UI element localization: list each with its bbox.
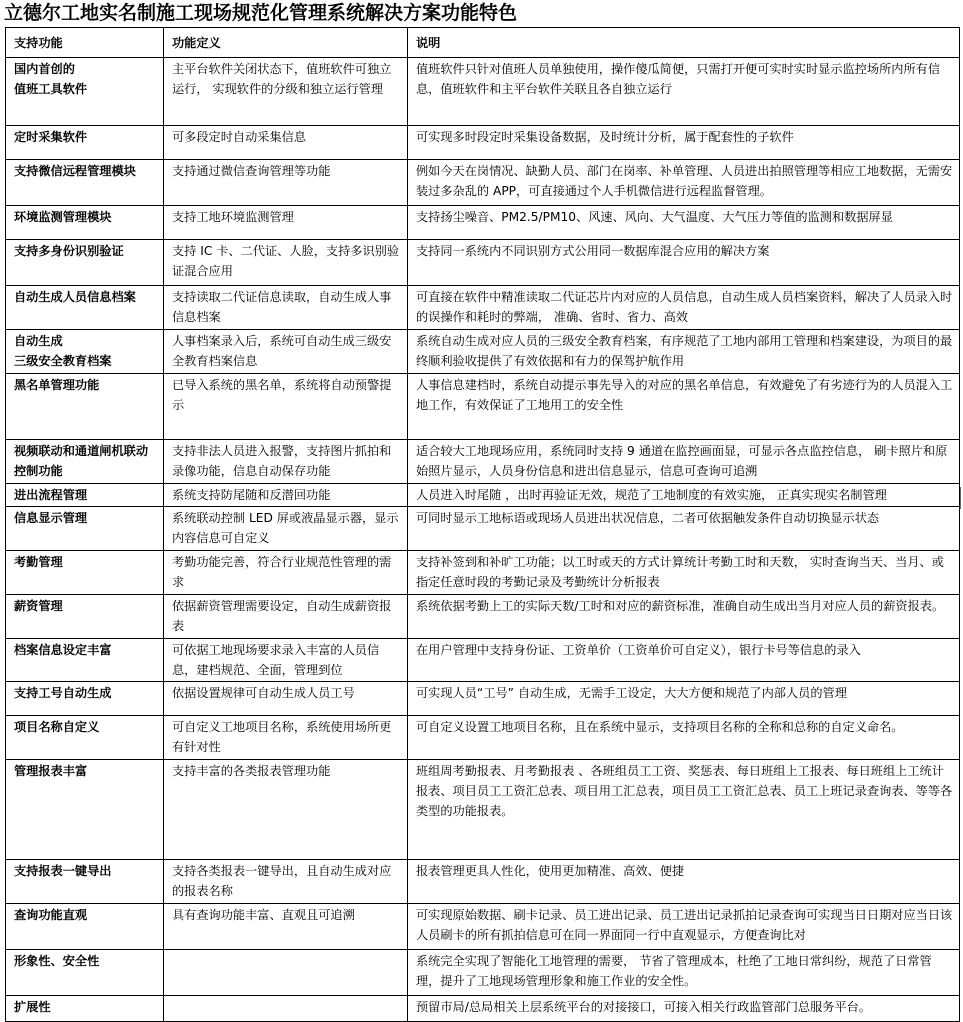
feature-cell: 信息显示管理 [6, 507, 164, 551]
feature-cell: 管理报表丰富 [6, 760, 164, 860]
description-cell: 系统自动生成对应人员的三级安全教育档案，有序规范了工地内部用工管理和档案建设，为项目的最终顺利验收提供了有效依据和有力的保驾护航作用 [408, 330, 960, 374]
description-cell: 支持同一系统内不同识别方式公用同一数据库混合应用的解决方案 [408, 240, 960, 286]
description-cell: 支持补签到和补旷工功能；以工时或天的方式计算统计考勤工时和天数， 实时查询当天、当月、或指定任意时段的考勤记录及考勤统计分析报表 [408, 551, 960, 595]
feature-cell: 薪资管理 [6, 595, 164, 639]
feature-cell: 自动生成人员信息档案 [6, 286, 164, 330]
definition-cell: 支持工地环境监测管理 [164, 206, 408, 240]
definition-cell: 主平台软件关闭状态下，值班软件可独立运行， 实现软件的分级和独立运行管理 [164, 58, 408, 126]
table-row [6, 286, 960, 330]
description-cell: 人员进入时尾随 ，出时再验证无效，规范了工地制度的有效实施， 正真实现实名制管理 [408, 484, 960, 507]
table-row [6, 507, 960, 551]
table-row [6, 682, 960, 716]
description-cell: 例如今天在岗情况、缺勤人员、部门在岗率、补单管理、人员进出拍照管理等相应工地数据，无需安装过多杂乱的 APP，可直接通过个人手机微信进行远程监督管理。 [408, 160, 960, 206]
table-row [6, 639, 960, 682]
description-cell: 可自定义设置工地项目名称，且在系统中显示，支持项目名称的全称和总称的自定义命名。 [408, 716, 960, 760]
description-cell: 报表管理更具人性化，使用更加精准、高效、便捷 [408, 860, 960, 904]
table-row [6, 950, 960, 996]
description-cell: 在用户管理中支持身份证、工资单价（工资单价可自定义），银行卡号等信息的录入 [408, 639, 960, 682]
definition-cell: 系统联动控制 LED 屏或液晶显示器，显示内容信息可自定义 [164, 507, 408, 551]
definition-cell: 系统支持防尾随和反潜回功能 [164, 484, 408, 507]
description-cell: 可同时显示工地标语或现场人员进出状况信息，二者可依据触发条件自动切换显示状态 [408, 507, 960, 551]
definition-cell: 依据薪资管理需要设定，自动生成薪资报表 [164, 595, 408, 639]
table-row [6, 126, 960, 160]
feature-cell: 考勤管理 [6, 551, 164, 595]
feature-cell: 形象性、安全性 [6, 950, 164, 996]
description-cell: 适合较大工地现场应用，系统同时支持 9 通道在监控画面显，可显示各点监控信息， 刷卡照片和原始照片显示，人员身份信息和进出信息显示，信息可查询可追溯 [408, 440, 960, 484]
page-title: 立德尔工地实名制施工现场规范化管理系统解决方案功能特色 [4, 2, 518, 24]
header-description: 说明 [408, 28, 960, 58]
feature-cell: 环境监测管理模块 [6, 206, 164, 240]
description-cell: 预留市局/总局相关上层系统平台的对接接口，可接入相关行政监管部门总服务平台。 [408, 996, 960, 1022]
table-row [6, 716, 960, 760]
feature-cell: 支持报表一键导出 [6, 860, 164, 904]
header-definition: 功能定义 [164, 28, 408, 58]
definition-cell: 支持读取二代证信息读取，自动生成人事信息档案 [164, 286, 408, 330]
description-cell: 支持扬尘噪音、PM2.5/PM10、风速、风向、大气温度、大气压力等值的监测和数据屏显 [408, 206, 960, 240]
feature-cell: 项目名称自定义 [6, 716, 164, 760]
definition-cell: 具有查询功能丰富、直观且可追溯 [164, 904, 408, 950]
definition-cell: 可多段定时自动采集信息 [164, 126, 408, 160]
definition-cell [164, 996, 408, 1022]
definition-cell: 支持 IC 卡、二代证、人脸，支持多识别验证混合应用 [164, 240, 408, 286]
feature-cell: 支持工号自动生成 [6, 682, 164, 716]
table-row [6, 440, 960, 484]
table-row [6, 160, 960, 206]
table-row [6, 904, 960, 950]
table-row [6, 484, 960, 507]
feature-cell: 定时采集软件 [6, 126, 164, 160]
table-header-row [6, 28, 960, 58]
definition-cell: 支持通过微信查询管理等功能 [164, 160, 408, 206]
description-cell: 值班软件只针对值班人员单独使用，操作傻瓜简便，只需打开便可实时实时显示监控场所内所有信息，值班软件和主平台软件关联且各自独立运行 [408, 58, 960, 126]
table-row [6, 374, 960, 440]
table-row [6, 760, 960, 860]
feature-cell: 黑名单管理功能 [6, 374, 164, 440]
feature-cell: 自动生成 三级安全教育档案 [6, 330, 164, 374]
definition-cell: 支持丰富的各类报表管理功能 [164, 760, 408, 860]
table-row [6, 551, 960, 595]
definition-cell: 已导入系统的黑名单，系统将自动预警提示 [164, 374, 408, 440]
table-row [6, 860, 960, 904]
definition-cell: 支持各类报表一键导出，且自动生成对应的报表名称 [164, 860, 408, 904]
description-cell: 可直接在软件中精准读取二代证芯片内对应的人员信息，自动生成人员档案资料，解决了人员录入时的误操作和耗时的弊端， 准确、省时、省力、高效 [408, 286, 960, 330]
definition-cell: 支持非法人员进入报警，支持图片抓拍和录像功能，信息自动保存功能 [164, 440, 408, 484]
description-cell: 可实现人员“工号” 自动生成，无需手工设定，大大方便和规范了内部人员的管理 [408, 682, 960, 716]
definition-cell: 可依据工地现场要求录入丰富的人员信息，建档规范、全面，管理到位 [164, 639, 408, 682]
feature-cell: 支持微信远程管理模块 [6, 160, 164, 206]
description-cell: 可实现多时段定时采集设备数据，及时统计分析，属于配套性的子软件 [408, 126, 960, 160]
definition-cell: 依据设置规律可自动生成人员工号 [164, 682, 408, 716]
description-cell: 系统完全实现了智能化工地管理的需要， 节省了管理成本，杜绝了工地日常纠纷，规范了日常管理，提升了工地现场管理形象和施工作业的安全性。 [408, 950, 960, 996]
table-row [6, 206, 960, 240]
table-row [6, 330, 960, 374]
table-row [6, 595, 960, 639]
table-row [6, 996, 960, 1022]
table-row [6, 58, 960, 126]
description-cell: 班组周考勤报表、月考勤报表 、各班组员工工资、奖惩表、每日班组上工报表、每日班组上工统计报表、项目员工工资汇总表、项目用工汇总表，项目员工工资汇总表、员工上班记录查询表、等等各类型的功能报表。 [408, 760, 960, 860]
table-row [6, 240, 960, 286]
description-cell: 系统依据考勤上工的实际天数/工时和对应的薪资标准，准确自动生成出当月对应人员的薪资报表。 [408, 595, 960, 639]
definition-cell [164, 950, 408, 996]
feature-cell: 视频联动和通道闸机联动控制功能 [6, 440, 164, 484]
feature-cell: 扩展性 [6, 996, 164, 1022]
feature-cell: 进出流程管理 [6, 484, 164, 507]
table-body [6, 58, 960, 1022]
description-cell: 人事信息建档时，系统自动提示事先导入的对应的黑名单信息，有效避免了有劣迹行为的人员混入工地工作，有效保证了工地用工的安全性 [408, 374, 960, 440]
feature-cell: 国内首创的 值班工具软件 [6, 58, 164, 126]
description-cell: 可实现原始数据、刷卡记录、员工进出记录、员工进出记录抓拍记录查询可实现当日日期对应当日该人员刷卡的所有抓拍信息可在同一界面同一行中直观显示，方便查询比对 [408, 904, 960, 950]
feature-cell: 档案信息设定丰富 [6, 639, 164, 682]
header-feature: 支持功能 [6, 28, 164, 58]
feature-table [5, 27, 960, 1022]
feature-cell: 支持多身份识别验证 [6, 240, 164, 286]
definition-cell: 考勤功能完善，符合行业规范性管理的需求 [164, 551, 408, 595]
definition-cell: 人事档案录入后，系统可自动生成三级安全教育档案信息 [164, 330, 408, 374]
definition-cell: 可自定义工地项目名称，系统使用场所更有针对性 [164, 716, 408, 760]
feature-cell: 查询功能直观 [6, 904, 164, 950]
